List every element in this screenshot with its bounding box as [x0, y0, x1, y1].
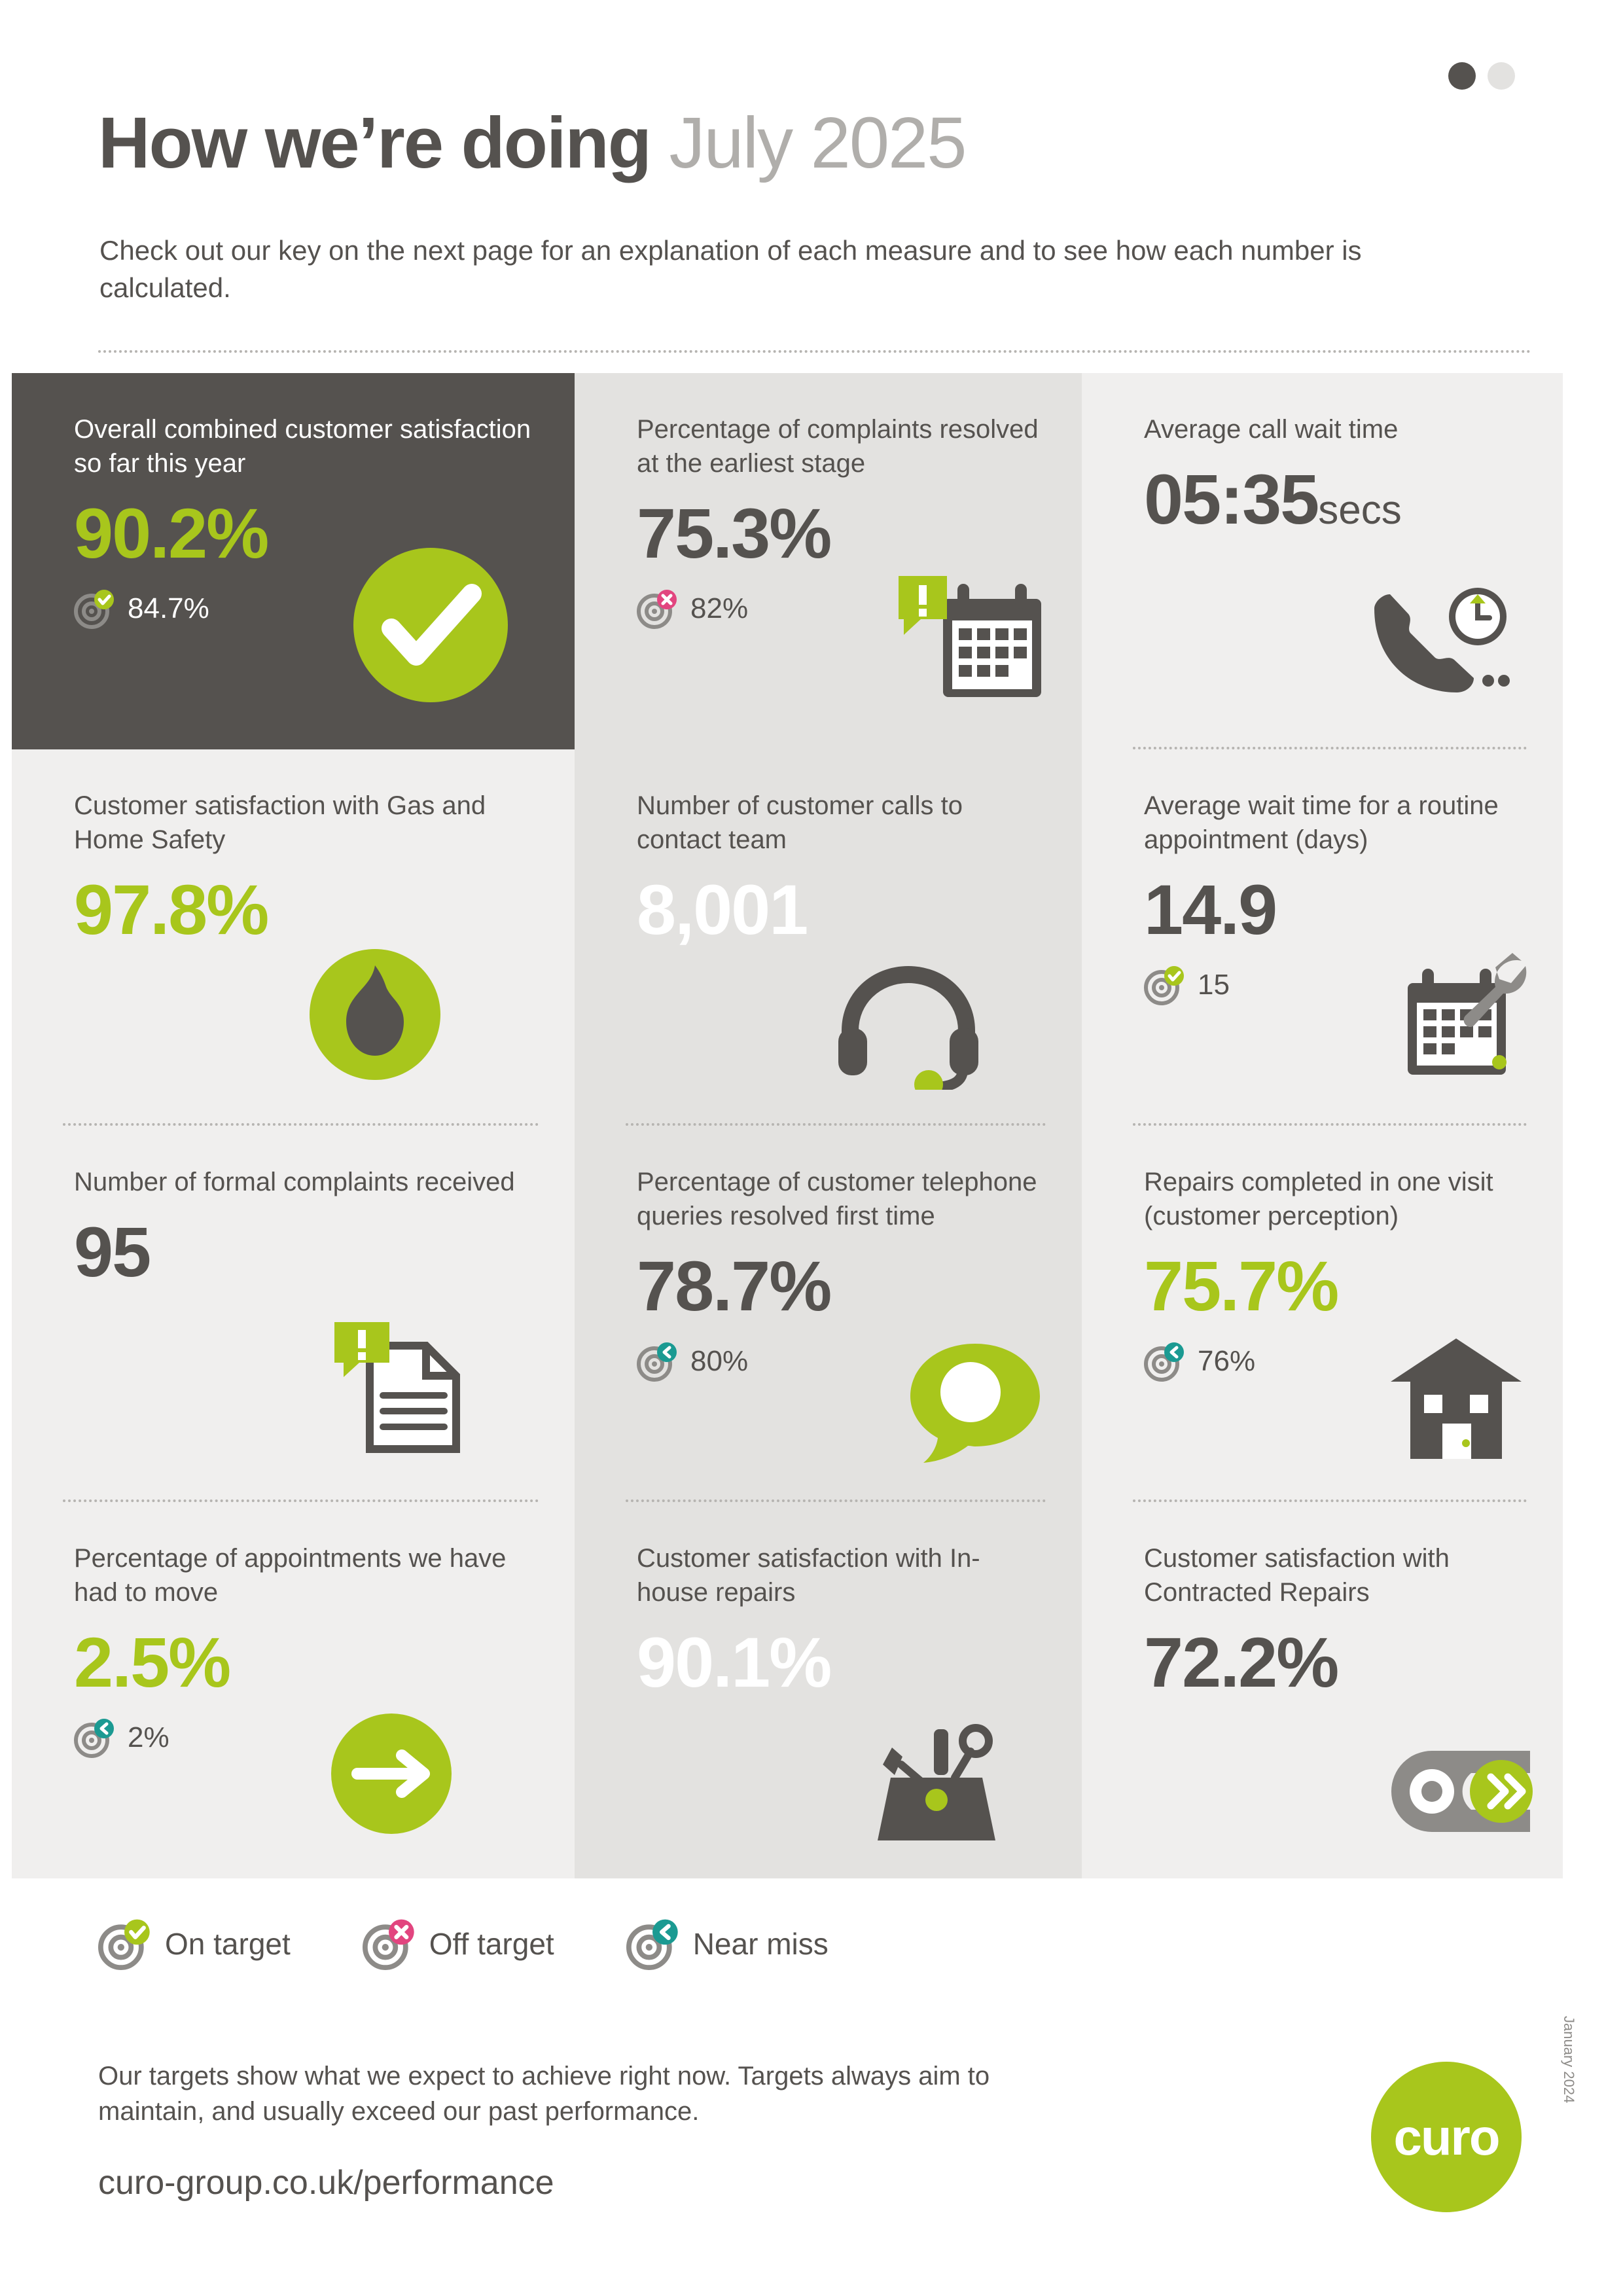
- metric-target-value: 80%: [690, 1345, 749, 1377]
- on-target-icon: [74, 588, 115, 629]
- footer-url[interactable]: curo-group.co.uk/performance: [98, 2164, 554, 2202]
- metric-value: 2.5%: [74, 1623, 230, 1702]
- near-miss-icon: [637, 1341, 677, 1382]
- metric-value: 05:35: [1144, 459, 1319, 539]
- page-dot-inactive: [1488, 62, 1515, 90]
- metric-value: 90.1%: [637, 1623, 831, 1702]
- off-target-icon: [637, 588, 677, 629]
- metric-label: Average wait time for a routine appointment (days): [1144, 791, 1499, 854]
- metric-label: Number of formal complaints received: [74, 1168, 515, 1196]
- on-target-icon: [1144, 965, 1185, 1005]
- metric-card-inhouse-repairs-satisfaction: [575, 1502, 1082, 1878]
- metric-value: 90.2%: [74, 493, 268, 573]
- footer-note: Our targets show what we expect to achieve right now. Targets always aim to maintain, and usually exceed our past performance.: [98, 2062, 990, 2126]
- document-alert-icon: [329, 1316, 470, 1456]
- metric-label: Customer satisfaction with In-house repairs: [637, 1544, 980, 1607]
- legend-item-near-miss: [626, 1918, 829, 1970]
- near-miss-icon: [74, 1717, 115, 1758]
- metric-target-value: 76%: [1198, 1345, 1256, 1377]
- legend-label: On target: [165, 1927, 291, 1961]
- page-subtitle: Check out our key on the next page for an explanation of each measure and to see how each number is calculated.: [99, 235, 1362, 303]
- header-divider: [98, 350, 1531, 353]
- metric-value: 75.3%: [637, 493, 831, 573]
- metric-card-appointments-moved: [12, 1502, 575, 1878]
- legend-item-on-target: [98, 1918, 291, 1970]
- page-title: [98, 101, 965, 185]
- near-miss-icon: [626, 1918, 679, 1970]
- metric-label: Percentage of customer telephone queries resolved first time: [637, 1168, 1037, 1230]
- headset-icon: [833, 965, 984, 1090]
- metric-value: 78.7%: [637, 1246, 831, 1325]
- metric-card-gas-home-safety: [12, 749, 575, 1126]
- metric-value: 95: [74, 1212, 151, 1291]
- logo-text: curo: [1393, 2108, 1499, 2166]
- metric-label: Repairs completed in one visit (customer perception): [1144, 1168, 1493, 1230]
- metric-card-complaints-earliest-stage: [575, 373, 1082, 749]
- phone-clock-icon: [1360, 583, 1517, 707]
- metric-card-routine-appointment-wait: [1082, 749, 1563, 1126]
- metric-target-value: 82%: [690, 592, 749, 624]
- metric-target: [74, 1717, 542, 1758]
- metric-value: 75.7%: [1144, 1246, 1338, 1325]
- metric-value-suffix: secs: [1318, 488, 1402, 533]
- metric-card-formal-complaints: [12, 1126, 575, 1502]
- flame-circle-icon: [303, 942, 447, 1086]
- legend-label: Off target: [429, 1927, 554, 1961]
- legend-label: Near miss: [692, 1927, 829, 1961]
- page-indicator-dots: [1448, 62, 1515, 90]
- metric-label: Number of customer calls to contact team: [637, 791, 963, 854]
- metric-label: Customer satisfaction with Contracted Repairs: [1144, 1544, 1450, 1607]
- metric-value-wrap: [1144, 458, 1530, 540]
- tape-measure-icon: [1380, 1731, 1540, 1849]
- arrow-circle-icon: [326, 1708, 457, 1839]
- metric-card-telephone-queries-first-time: [575, 1126, 1082, 1502]
- metric-card-average-call-wait: [1082, 373, 1563, 749]
- metric-value: 97.8%: [74, 870, 268, 949]
- metric-label: Percentage of appointments we have had to move: [74, 1544, 507, 1607]
- calendar-alert-icon: [892, 569, 1049, 710]
- metric-card-overall-satisfaction: [12, 373, 575, 749]
- off-target-icon: [363, 1918, 415, 1970]
- metric-card-customer-calls: [575, 749, 1082, 1126]
- page-dot-active: [1448, 62, 1476, 90]
- on-target-icon: [98, 1918, 151, 1970]
- legend-item-off-target: [363, 1918, 554, 1970]
- speech-bubble-icon: [905, 1338, 1046, 1466]
- metric-value: 14.9: [1144, 870, 1277, 949]
- metrics-grid: [12, 373, 1563, 1878]
- metric-label: Customer satisfaction with Gas and Home Safety: [74, 791, 486, 854]
- tick-circle-icon: [346, 540, 516, 710]
- metric-target-value: 84.7%: [128, 592, 209, 624]
- publication-date: January 2024: [1561, 2016, 1577, 2104]
- metric-label: Average call wait time: [1144, 415, 1399, 444]
- near-miss-icon: [1144, 1341, 1185, 1382]
- legend: [98, 1918, 829, 1970]
- metric-card-contracted-repairs-satisfaction: [1082, 1502, 1563, 1878]
- metric-label: Overall combined customer satisfaction so far this year: [74, 415, 531, 478]
- metric-value: 8,001: [637, 870, 808, 949]
- page-title-month: July 2025: [669, 103, 966, 183]
- calendar-spanner-icon: [1389, 942, 1537, 1083]
- page-title-main: How we’re doing: [98, 103, 651, 183]
- metric-target-value: 2%: [128, 1721, 169, 1753]
- metric-label: Percentage of complaints resolved at the earliest stage: [637, 415, 1039, 478]
- metric-card-repairs-one-visit: [1082, 1126, 1563, 1502]
- house-icon: [1386, 1332, 1527, 1463]
- metric-target-value: 15: [1198, 969, 1230, 1001]
- toolbag-icon: [866, 1715, 1007, 1846]
- metric-value: 72.2%: [1144, 1623, 1338, 1702]
- curo-logo: [1371, 2062, 1522, 2212]
